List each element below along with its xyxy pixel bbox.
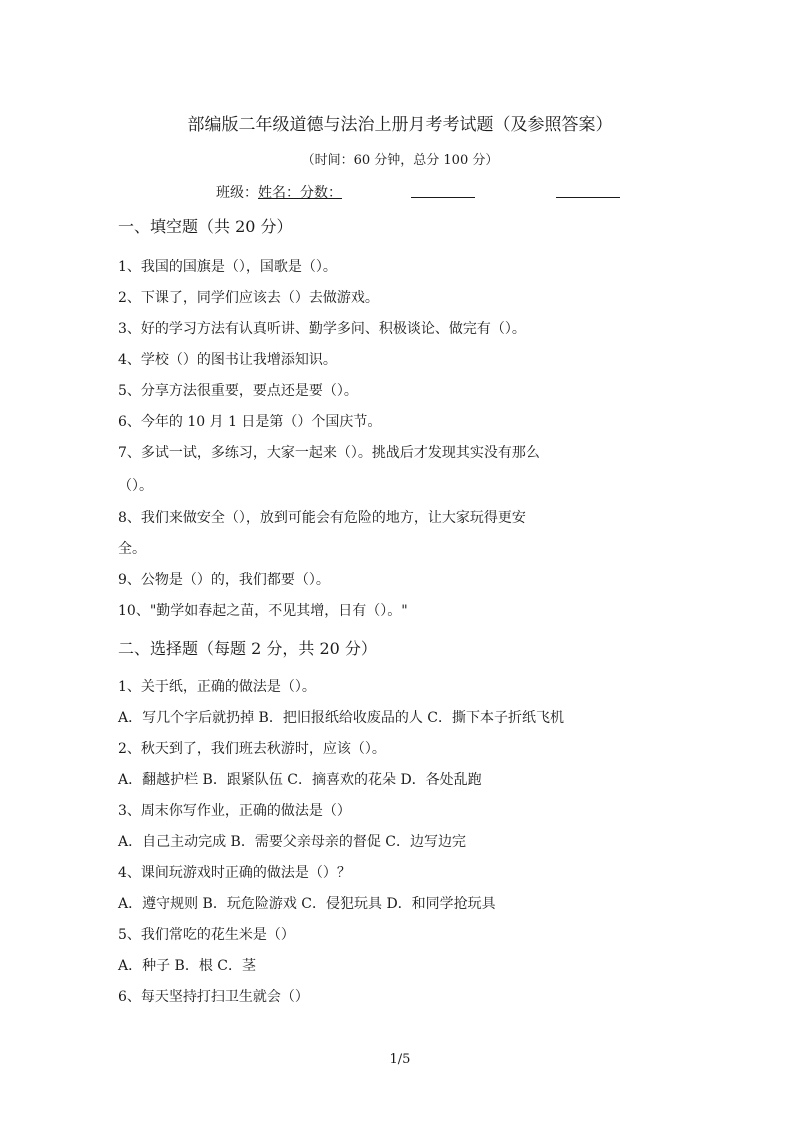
question-line: 7、多试一试，多练习，大家一起来（）。挑战后才发现其实没有那么	[118, 445, 540, 461]
question-line: 5、分享方法很重要，要点还是要（）。	[118, 383, 358, 399]
question-line: 全。	[118, 541, 146, 557]
question-line: 10、"勤学如春起之苗，不见其增，日有（）。"	[118, 603, 408, 619]
question-line: 3、好的学习方法有认真听讲、勤学多问、积极谈论、做完有（）。	[118, 321, 526, 337]
question-line: 9、公物是（）的，我们都要（）。	[118, 572, 330, 588]
question-line: 6、今年的 10 月 1 日是第（）个国庆节。	[118, 414, 382, 430]
student-info-line	[216, 182, 342, 202]
option-line: A．遵守规则 B．玩危险游戏 C．侵犯玩具 D．和同学抢玩具	[118, 896, 496, 912]
section-heading: 一、填空题（共 20 分）	[118, 217, 293, 236]
name-score-label: 姓名：分数：	[258, 185, 342, 201]
option-line: A．写几个字后就扔掉 B．把旧报纸给收废品的人 C．撕下本子折纸飞机	[118, 710, 565, 726]
section-heading: 二、选择题（每题 2 分，共 20 分）	[118, 639, 377, 658]
option-line: A．自己主动完成 B．需要父亲母亲的督促 C．边写边完	[118, 834, 467, 850]
question-line: 1、关于纸，正确的做法是（）。	[118, 679, 316, 695]
question-line: 3、周末你写作业，正确的做法是（）	[118, 803, 351, 819]
class-label: 班级：	[216, 185, 258, 201]
page-title: 部编版二年级道德与法治上册月考考试题（及参照答案）	[187, 115, 613, 135]
page-number: 1/5	[389, 1052, 411, 1067]
question-line: 2、下课了，同学们应该去（）去做游戏。	[118, 290, 379, 306]
option-line: A．种子 B．根 C．茎	[118, 958, 257, 974]
question-line: 4、课间玩游戏时正确的做法是（）？	[118, 865, 351, 881]
question-line: 6、每天坚持打扫卫生就会（）	[118, 989, 309, 1005]
question-line: 4、学校（）的图书让我增添知识。	[118, 352, 337, 368]
option-line: A．翻越护栏 B．跟紧队伍 C．摘喜欢的花朵 D．各处乱跑	[118, 772, 482, 788]
exam-time-note: （时间：60 分钟，总分 100 分）	[301, 153, 499, 168]
question-line: （）。	[118, 478, 153, 494]
question-line: 8、我们来做安全（），放到可能会有危险的地方，让大家玩得更安	[118, 510, 526, 526]
question-line: 1、我国的国旗是（），国歌是（）。	[118, 259, 337, 275]
question-line: 5、我们常吃的花生米是（）	[118, 927, 295, 943]
answer-blank	[411, 183, 475, 198]
question-line: 2、秋天到了，我们班去秋游时，应该（）。	[118, 741, 386, 757]
answer-blank	[556, 183, 620, 198]
